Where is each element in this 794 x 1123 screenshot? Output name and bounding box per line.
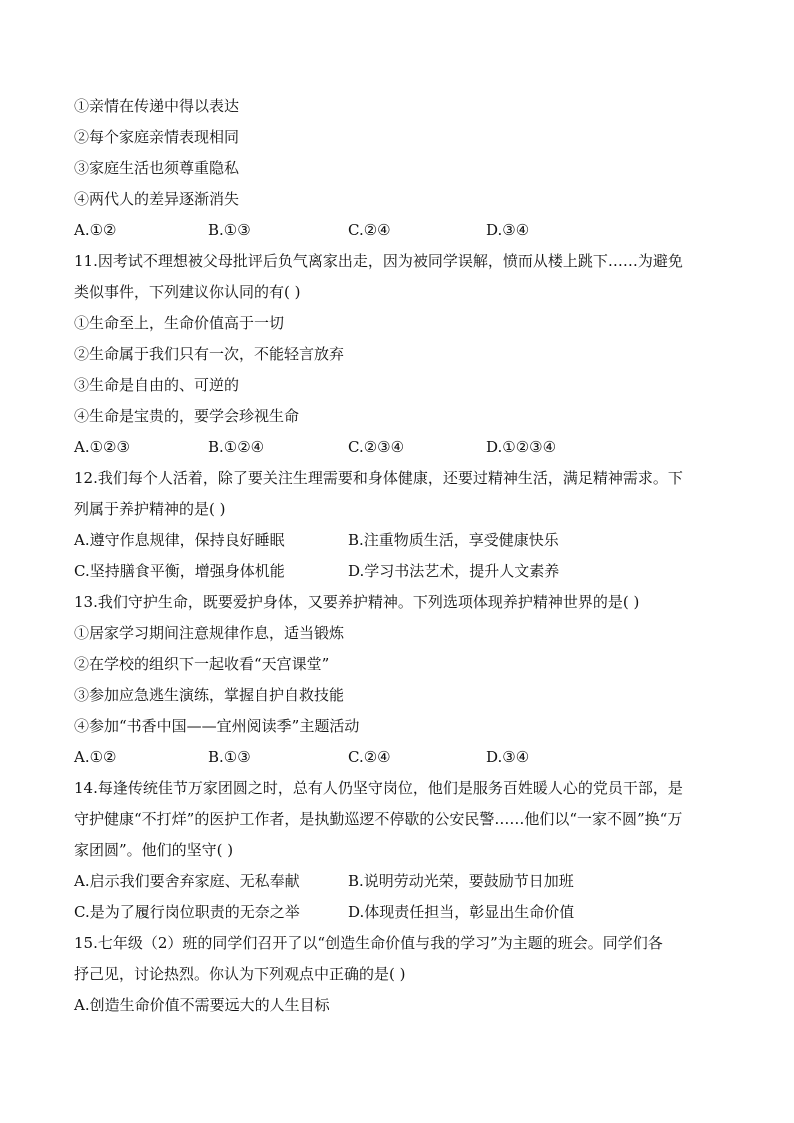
q12-option-d: D.学习书法艺术，提升人文素养 [348, 562, 560, 580]
q12-stem-line-1: 12.我们每个人活着，除了要关注生理需要和身体健康，还要过精神生活，满足精神需求。下 [74, 469, 683, 487]
q13-option-d: D.③④ [486, 748, 530, 766]
q12-option-c: C.坚持膳食平衡，增强身体机能 [74, 562, 285, 580]
q14-options-row-1 [74, 871, 734, 891]
q10-options [74, 220, 734, 240]
q11-options [74, 437, 734, 457]
q11-item-2: ②生命属于我们只有一次，不能轻言放弃 [74, 345, 345, 363]
q13-option-c: C.②④ [348, 748, 391, 766]
q12-option-b: B.注重物质生活，享受健康快乐 [348, 531, 559, 549]
q11-option-b: B.①②④ [208, 438, 265, 456]
q13-option-b: B.①③ [208, 748, 251, 766]
q11-stem-line-2: 类似事件，下列建议你认同的有( ) [74, 283, 301, 301]
q10-option-c: C.②④ [348, 221, 391, 239]
q15-stem-line-2: 抒己见，讨论热烈。你认为下列观点中正确的是( ) [74, 965, 406, 983]
q10-option-a: A.①② [74, 221, 117, 239]
q13-item-4: ④参加“书香中国——宜州阅读季”主题活动 [74, 717, 360, 735]
q11-option-c: C.②③④ [348, 438, 405, 456]
q14-stem-line-2: 守护健康“不打烊”的医护工作者，是执勤巡逻不停歇的公安民警……他们以“一家不圆”换“万 [74, 810, 683, 828]
q10-option-d: D.③④ [486, 221, 530, 239]
q11-option-d: D.①②③④ [486, 438, 557, 456]
q14-stem-line-1: 14.每逢传统佳节万家团圆之时，总有人仍坚守岗位，他们是服务百姓暖人心的党员干部，是 [74, 779, 683, 797]
q12-options-row-1 [74, 530, 734, 550]
q13-item-2: ②在学校的组织下一起收看“天宫课堂” [74, 655, 330, 673]
q13-item-1: ①居家学习期间注意规律作息，适当锻炼 [74, 624, 345, 642]
q10-option-b: B.①③ [208, 221, 251, 239]
q10-item-1: ①亲情在传递中得以表达 [74, 97, 240, 115]
q11-item-3: ③生命是自由的、可逆的 [74, 376, 240, 394]
q10-item-2: ②每个家庭亲情表现相同 [74, 128, 240, 146]
q11-stem-line-1: 11.因考试不理想被父母批评后负气离家出走，因为被同学误解，愤而从楼上跳下……为避免 [74, 252, 683, 270]
q13-options [74, 747, 734, 767]
q15-stem-line-1: 15.七年级（2）班的同学们召开了以“创造生命价值与我的学习”为主题的班会。同学们各 [74, 934, 663, 952]
q10-item-4: ④两代人的差异逐渐消失 [74, 190, 240, 208]
q12-stem-line-2: 列属于养护精神的是( ) [74, 500, 226, 518]
q14-option-c: C.是为了履行岗位职责的无奈之举 [74, 903, 300, 921]
q14-stem-line-3: 家团圆”。他们的坚守( ) [74, 841, 234, 859]
q12-option-a: A.遵守作息规律，保持良好睡眠 [74, 531, 285, 549]
q13-stem-line-1: 13.我们守护生命，既要爱护身体，又要养护精神。下列选项体现养护精神世界的是( ) [74, 593, 640, 611]
q14-option-b: B.说明劳动光荣，要鼓励节日加班 [348, 872, 574, 890]
q12-options-row-2 [74, 561, 734, 581]
q14-options-row-2 [74, 902, 734, 922]
q11-option-a: A.①②③ [74, 438, 130, 456]
q13-option-a: A.①② [74, 748, 117, 766]
q11-item-1: ①生命至上，生命价值高于一切 [74, 314, 285, 332]
q10-item-3: ③家庭生活也须尊重隐私 [74, 159, 240, 177]
q15-option-a: A.创造生命价值不需要远大的人生目标 [74, 996, 330, 1014]
q14-option-a: A.启示我们要舍弃家庭、无私奉献 [74, 872, 300, 890]
q13-item-3: ③参加应急逃生演练，掌握自护自救技能 [74, 686, 345, 704]
q14-option-d: D.体现责任担当，彰显出生命价值 [348, 903, 575, 921]
q11-item-4: ④生命是宝贵的，要学会珍视生命 [74, 407, 300, 425]
